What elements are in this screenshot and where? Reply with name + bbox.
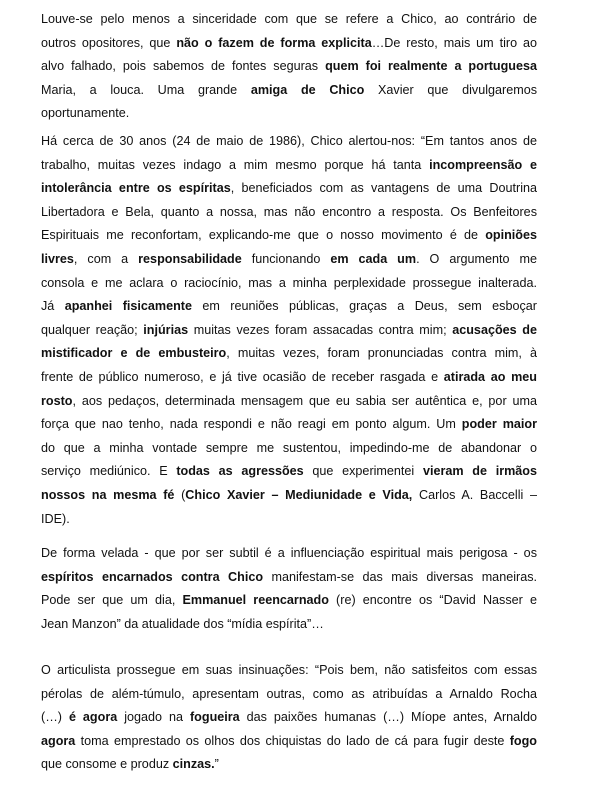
text-line [41,566,537,590]
text-run: IDE). [41,511,70,526]
text-line [41,201,537,225]
text-line [41,589,537,613]
text-line [41,79,537,103]
text-run: De forma velada - que por ser subtil é a influenciação espiritual mais perigosa - os [41,546,537,560]
text-run: outros opositores, que [41,35,177,50]
bold-text: poder maior [461,417,537,432]
text-run: Libertadora e Bela, quanto a nossa, mas não encontro a resposta. Os Benfeitores [41,204,537,219]
bold-text: todas as agressões [176,464,304,479]
bold-text: cinzas. [172,757,215,772]
text-line [41,484,537,508]
text-run: , beneficiados com as vantagens de uma Doutrina [230,181,537,196]
text-run: oportunamente. [41,106,130,121]
text-run: Maria, a louca. Uma grande [41,82,251,97]
text-run: ” [214,757,219,772]
bold-text: responsabilidade [138,251,242,266]
text-run: O articulista prossegue em suas insinuações: “Pois bem, não satisfeitos com essas [41,663,537,677]
bold-text: nossos na mesma fé [41,487,175,502]
text-run: força que nao tenho, nada respondi e não reagi em ponto algum. Um [41,417,462,432]
bold-text: livres [41,251,74,266]
text-line [41,706,537,730]
text-run: Jean Manzon” da atualidade dos “mídia espírita”… [41,616,324,631]
text-line [41,55,537,79]
bold-text: espíritos encarnados contra Chico [41,569,264,584]
text-run: das paixões humanas (…) Míope antes, Arnaldo [239,710,537,725]
bold-text: não o fazem de forma explicita [176,35,372,50]
text-run: Xavier que divulgaremos [364,82,538,97]
text-run: em reuniões públicas, graças a Deus, sem esboçar [192,299,537,314]
text-run: serviço mediúnico. E [41,464,177,479]
bold-text: quem foi realmente a portuguesa [325,59,538,74]
bold-text: Emmanuel reencarnado [182,593,329,608]
bold-text: mistificador e de embusteiro [41,346,227,361]
bold-text: rosto [41,393,73,408]
text-line [41,32,537,56]
text-line [41,542,537,566]
text-line [41,8,537,32]
text-line [41,295,537,319]
text-line [41,613,537,637]
paragraph-2-quote [41,130,537,531]
text-run: …De resto, mais um tiro ao [371,35,537,50]
text-run: ( [174,487,186,502]
text-run: que consome e produz [41,757,173,772]
bold-text: é agora [68,710,118,725]
text-line [41,154,537,178]
text-run: Há cerca de 30 anos (24 de maio de 1986), Chico alertou-nos: “Em tantos anos de [41,134,537,148]
text-run: Carlos A. Baccelli – [412,487,538,502]
text-line [41,224,537,248]
text-run: , muitas vezes, foram pronunciadas contra mim, à [226,346,537,361]
bold-text: atirada ao meu [443,369,537,384]
paragraph-3 [41,542,537,636]
bold-text: opiniões [485,228,537,243]
text-line [41,390,537,414]
bold-text: fogo [509,733,537,748]
text-run: frente de público numeroso, e já tive ocasião de receber rasgada e [41,369,444,384]
text-line [41,102,537,126]
text-run: do que a minha vontade sempre me sustentou, impedindo-me de abandonar o [41,440,537,455]
text-line [41,508,537,532]
text-run: alvo falhado, pois sabemos de fontes seguras [41,59,326,74]
text-run: jogado na [117,710,190,725]
paragraph-4 [41,659,537,777]
text-line [41,177,537,201]
text-line [41,730,537,754]
text-run: , com a [73,251,139,266]
text-run: manifestam-se das mais diversas maneiras. [263,569,537,584]
text-line [41,460,537,484]
bold-text: incompreensão e [429,157,537,172]
text-run: consola e me aclara o raciocínio, mas a minha perplexidade prossegue inalterada. [41,275,537,290]
text-run: pérolas de além-túmulo, apresentam outras, como as atribuídas a Arnaldo Rocha [41,686,537,701]
bold-text: fogueira [189,710,240,725]
text-run: Espirituais me reconfortam, explicando-me que o nosso movimento é de [41,228,486,243]
bold-text: amiga de Chico [250,82,365,97]
text-run: (…) [41,710,69,725]
text-line [41,753,537,777]
text-line [41,248,537,272]
bold-text: injúrias [143,322,189,337]
bold-text: em cada um [330,251,417,266]
text-run: que experimentei [303,464,423,479]
text-line [41,683,537,707]
bold-text: vieram de irmãos [422,464,537,479]
text-run: muitas vezes foram assacadas contra mim; [188,322,453,337]
text-run: qualquer reação; [41,322,144,337]
text-run: toma emprestado os olhos dos chiquistas do lado de cá para fugir deste [75,733,510,748]
bold-text: Chico Xavier – Mediunidade e Vida, [185,487,413,502]
text-run: trabalho, muitas vezes indago a mim mesmo porque há tanta [41,157,430,172]
text-run: Louve-se pelo menos a sinceridade com que se refere a Chico, ao contrário de [41,12,537,26]
text-line [41,319,537,343]
text-run: Já [41,299,65,314]
bold-text: agora [41,733,76,748]
text-line [41,342,537,366]
text-run: . O argumento me [416,251,538,266]
text-run: Pode ser que um dia, [41,593,183,608]
text-line [41,413,537,437]
bold-text: apanhei fisicamente [64,299,192,314]
text-run: funcionando [241,251,331,266]
bold-text: acusações de [452,322,537,337]
text-line [41,659,537,683]
text-line [41,437,537,461]
text-line [41,272,537,296]
text-line [41,130,537,154]
text-run: , aos pedaços, determinada mensagem que eu sabia ser autêntica e, por uma [72,393,537,408]
text-line [41,366,537,390]
text-run: (re) encontre os “David Nasser e [328,593,537,608]
paragraph-1 [41,8,537,126]
bold-text: intolerância entre os espíritas [41,181,231,196]
